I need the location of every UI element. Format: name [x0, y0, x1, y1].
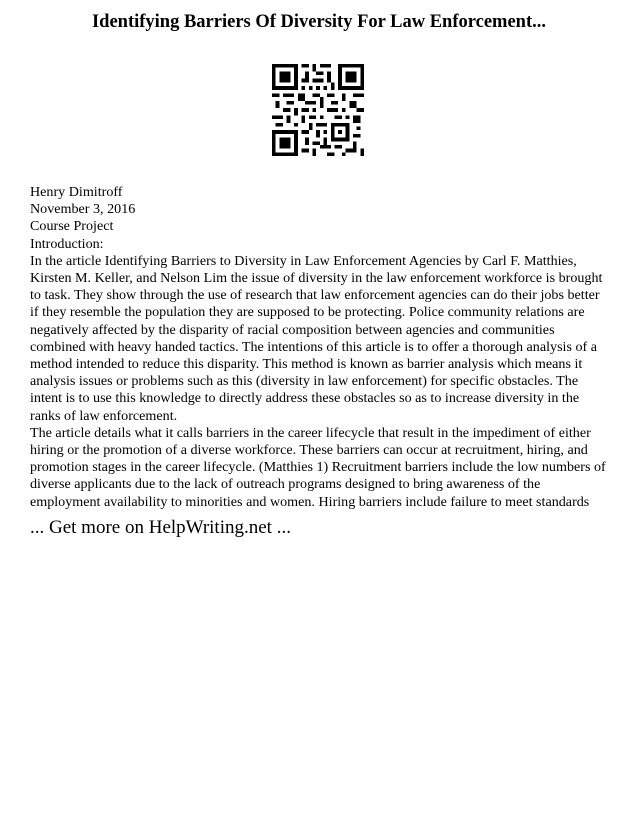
- document-body: [30, 184, 608, 511]
- author-line: Henry Dimitroff: [30, 184, 123, 200]
- qr-code-icon: [272, 64, 364, 156]
- document-title: Identifying Barriers Of Diversity For Law Enforcement...: [91, 12, 547, 32]
- section-heading: Introduction:: [30, 235, 104, 252]
- date-line: November 3, 2016: [30, 201, 136, 218]
- course-line: Course Project: [30, 218, 114, 235]
- paragraph: In the article Identifying Barriers to Diversity in Law Enforcement Agencies by Carl F. Matthies, Kirsten M. Keller, and Nelson Lim the issue of diversity in the law enforcement workforce is brought to task. They show through the use of research that law enforcement agencies can do their jobs better if they resemble the population they are supposed to be protecting. Police community relations are negatively affected by the disparity of racial composition between agencies and communities combined with heavy handed tactics. The intentions of this article is to offer a thorough analysis of a method intended to reduce this disparity. This method is known as barrier analysis which means it analysis issues or problems such as this (diversity in law enforcement) for specific obstacles. The intent is to use this knowledge to directly address these obstacles so as to increase diversity in the ranks of law enforcement.: [30, 252, 603, 424]
- get-more-link[interactable]: ... Get more on HelpWriting.net ...: [30, 517, 291, 538]
- paragraph: The article details what it calls barriers in the career lifecycle that result in the impediment of either hiring or the promotion of a diverse workforce. These barriers can occur at recruitment, hiring, and promotion stages in the career lifecycle. (Matthies 1) Recruitment barriers include the low numbers of diverse applicants due to the lack of outreach programs designed to bring awareness of the employment availability to minorities and women. Hiring barriers include failure to meet standards: [30, 424, 606, 510]
